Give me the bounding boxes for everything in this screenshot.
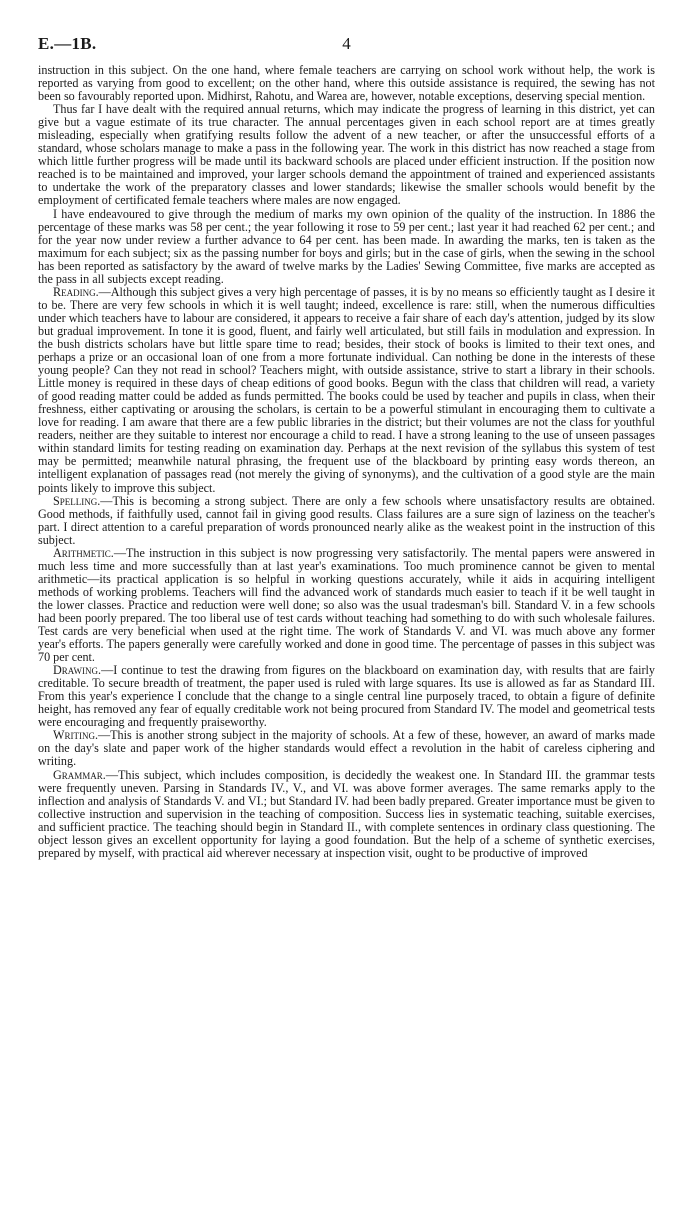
paragraph-sewing-continued: instruction in this subject. On the one hand, where female teachers are carrying on school work without help, the work is reported as varying from good to excellent; on the other hand, where this outside assistance is required, the sewing has not been so favourably reported upon. Midhirst, Rahotu, and Warea are, however, notable exceptions, deserving special mention.	[38, 63, 655, 104]
paragraph-writing: Writing.—This is another strong subject in the majority of schools. At a few of these, however, an award of marks made on the day's slate and paper work of the higher standards would effect a revolution in the habit of careless ciphering and writing.	[38, 728, 655, 769]
section-heading-reading: Reading.	[53, 284, 99, 299]
paragraph-drawing: Drawing.—I continue to test the drawing from figures on the blackboard on examination day, with results that are fairly creditable. To secure breadth of treatment, the paper used is ruled with large squares. Its use is allowed as far as Standard III. From this year's experience I conclude that the change to a single central line purposely traced, to obtain a figure of definite height, has removed any fear of equally creditable work not being procured from Standard IV. The model and geometrical tests were encouraging and frequently praiseworthy.	[38, 663, 655, 730]
section-heading-arithmetic: Arithmetic.	[53, 545, 114, 560]
section-heading-writing: Writing.	[53, 728, 98, 743]
report-body	[38, 64, 655, 860]
section-heading-drawing: Drawing.	[53, 663, 102, 678]
page-number: 4	[342, 34, 351, 53]
paragraph-marks: I have endeavoured to give through the medium of marks my own opinion of the quality of the instruction. In 1886 the percentage of these marks was 58 per cent.; the year following it rose to 59 per cent.; last year it had reached 62 per cent.; and for the year now under review a further advance to 64 per cent. has been made. In awarding the marks, ten is taken as the maximum for each subject; six as the passing number for boys and girls; but in the case of girls, when the sewing in the school has been reported as satisfactory by the award of twelve marks by the Ladies' Sewing Committee, five marks are accepted as the pass in all subjects except reading.	[38, 206, 655, 286]
document-page	[38, 34, 655, 860]
paragraph-spelling: Spelling.—This is becoming a strong subject. There are only a few schools where unsatisfactory results are obtained. Good methods, if faithfully used, cannot fail in giving good results. Class failures are a sure sign of laziness on the teacher's part. I direct attention to a careful preparation of words pronounced nearly alike as the weakest point in the instruction of this subject.	[38, 493, 655, 547]
section-heading-grammar: Grammar.	[53, 767, 106, 782]
page-header	[38, 34, 655, 64]
paragraph-annual-returns: Thus far I have dealt with the required annual returns, which may indicate the progress of learning in this district, yet can give but a vague estimate of its true character. The annual percentages given in each school report are at times greatly misleading, especially when gratifying results follow the advent of a new teacher, or after the unsuccessful efforts of a standard, whose scholars manage to make a pass in the following year. The work in this district has now reached a stage from which little further progress will be made until its backward schools are placed under efficient instruction. If the position now reached is to be maintained and improved, your larger schools demand the appointment of trained and experienced assistants to undertake the work of the preparatory classes and lower standards; likewise the smaller schools would benefit by the employment of certificated female teachers where males are now engaged.	[38, 102, 655, 208]
paragraph-reading: Reading.—Although this subject gives a very high percentage of passes, it is by no means so efficiently taught as I desire it to be. There are very few schools in which it is well taught; indeed, excellence is rare: still, when the numerous difficulties under which teachers have to labour are considered, it appears to receive a fair share of each day's attention, judged by its slow but gradual improvement. In tone it is good, fluent, and fairly well articulated, but still fails in modulation and expression. In the bush districts scholars have but little spare time to read; besides, their stock of books is limited to their text ones, and perhaps a prize or an occasional loan of one from a more fortunate individual. Can nothing be done in the interests of these young people? Can they not read in school? Teachers might, with outside assistance, strive to start a library in their schools. Little money is required in these days of cheap editions of good books. Begun with the class that children will read, a variety of good reading matter could be added as funds permitted. The books could be used by teacher and pupils in class, when their freshness, either captivating or arousing the scholars, is certain to be a powerful stimulant in encouraging them to cultivate a love for reading. I am aware that there are a few public libraries in the district; but their volumes are not the class for youthful readers, neither are they suitable to interest nor encourage a child to read. I have a strong leaning to the use of unseen passages within standard limits for testing reading on examination day. Perhaps at the next revision of the syllabus this system of test may be permitted; meanwhile natural phrasing, the frequent use of the blackboard by printing easy words thereon, an intelligent explanation of passages read (not merely the giving of synonyms), and the cultivation of a good style are the main points likely to improve this subject.	[38, 284, 655, 495]
section-heading-spelling: Spelling.	[53, 493, 101, 508]
document-reference: E.—1B.	[38, 34, 97, 53]
paragraph-grammar: Grammar.—This subject, which includes composition, is decidedly the weakest one. In Standard III. the grammar tests were frequently uneven. Parsing in Standards IV., V., and VI. was above former averages. The same remarks apply to the inflection and analysis of Standards V. and VI.; but Standard IV. had been badly prepared. Greater importance must be given to collective instruction and supervision in the teaching of composition. Success lies in systematic teaching, suitable exercises, and sufficient practice. The teaching should begin in Standard II., with complete sentences in ordinary class questioning. The object lesson gives an excellent opportunity for laying a good foundation. But the help of a scheme of synthetic exercises, prepared by myself, with practical aid wherever necessary at inspection visit, ought to be productive of improved	[38, 767, 655, 860]
paragraph-arithmetic: Arithmetic.—The instruction in this subject is now progressing very satisfactorily. The mental papers were answered in much less time and more successfully than at last year's examinations. Too much prominence cannot be given to mental arithmetic—its practical application is so helpful in working questions accurately, while it aids in acquiring intelligent methods of working problems. Teachers will find the advanced work of standards much easier to teach if it be well taught in the lower classes. Practice and reduction were well done; so also was the usual tradesman's bill. Standard V. in a few schools had been poorly prepared. The too liberal use of test cards without teaching had something to do with such wholesale failures. Test cards are very beneficial when used at the right time. The work of Standards V. and VI. was much above any former year's efforts. The papers generally were carefully worked and done in good time. The percentage of passes in this subject was 70 per cent.	[38, 545, 655, 665]
